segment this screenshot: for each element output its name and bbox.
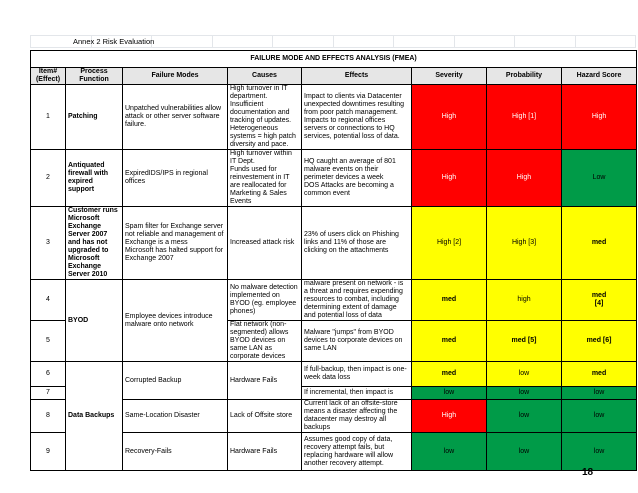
failure-mode: Spam filter for Exchange server not reliable and management of Exchange is a mess Microsoft has halted support for Exchange 2007	[123, 207, 228, 280]
effects: Malware "jumps" from BYOD devices to corporate devices on same LAN	[302, 321, 412, 362]
table-row	[31, 85, 637, 150]
item-number: 9	[31, 433, 66, 471]
severity-rating: med	[412, 280, 487, 321]
process-function: Customer runs Microsoft Exchange Server 2007 and has not upgraded to Microsoft Exchange Server 2010	[66, 207, 123, 280]
fmea-table	[30, 50, 637, 471]
table-row	[31, 362, 637, 387]
severity-rating: High	[412, 150, 487, 207]
process-function-byod: BYOD	[66, 280, 123, 362]
hazard-score: Low	[562, 150, 637, 207]
item-number: 6	[31, 362, 66, 387]
causes: No malware detection implemented on BYOD (eg. employee phones)	[228, 280, 302, 321]
process-function: Patching	[66, 85, 123, 150]
hazard-score: med [6]	[562, 321, 637, 362]
probability-rating: High [1]	[487, 85, 562, 150]
effects: If incremental, then impact is	[302, 387, 412, 400]
page-number: 18	[582, 467, 594, 478]
probability-rating: low	[487, 433, 562, 471]
title-row	[31, 51, 637, 68]
causes: Increased attack risk	[228, 207, 302, 280]
process-function-data-backups: Data Backups	[66, 362, 123, 471]
severity-rating: med	[412, 362, 487, 387]
header-process: Process Function	[66, 68, 123, 85]
failure-mode: Recovery-Fails	[123, 433, 228, 471]
causes: High turnover within IT Dept. Funds used for reinvestement in IT are reallocated for Marketing & Sales Events	[228, 150, 302, 207]
probability-rating: High [3]	[487, 207, 562, 280]
header-severity: Severity	[412, 68, 487, 85]
process-function: Antiquated firewall with expired support	[66, 150, 123, 207]
hazard-score: low	[562, 433, 637, 471]
probability-rating: High	[487, 150, 562, 207]
hazard-score: med [4]	[562, 280, 637, 321]
failure-mode-corrupted-backup: Corrupted Backup	[123, 362, 228, 400]
causes: Lack of Offsite store	[228, 400, 302, 433]
item-number: 8	[31, 400, 66, 433]
table-row	[31, 280, 637, 321]
failure-mode-byod: Employee devices introduce malware onto network	[123, 280, 228, 362]
probability-rating: low	[487, 387, 562, 400]
hazard-score: med	[562, 207, 637, 280]
item-number: 3	[31, 207, 66, 280]
table-row	[31, 150, 637, 207]
causes-hardware-fails: Hardware Fails	[228, 362, 302, 400]
hazard-score: low	[562, 387, 637, 400]
causes: Flat network (non-segmented) allows BYOD devices on same LAN as corporate devices	[228, 321, 302, 362]
hazard-score: med	[562, 362, 637, 387]
severity-rating: low	[412, 433, 487, 471]
probability-rating: low	[487, 400, 562, 433]
effects: malware present on network - is a threat and requires expending resources to combat, including determining extent of damage and potential loss of data	[302, 280, 412, 321]
effects: Assumes good copy of data, recovery attempt fails, but replacing hardware will allow another recovery attempt.	[302, 433, 412, 471]
annex-label: Annex 2 Risk Evaluation	[73, 37, 155, 46]
failure-mode: Unpatched vulnerabilities allow attack or other server software failure.	[123, 85, 228, 150]
severity-rating: med	[412, 321, 487, 362]
hazard-score: low	[562, 400, 637, 433]
header-failure: Failure Modes	[123, 68, 228, 85]
header-effects: Effects	[302, 68, 412, 85]
severity-rating: High [2]	[412, 207, 487, 280]
item-number: 5	[31, 321, 66, 362]
item-number: 7	[31, 387, 66, 400]
probability-rating: low	[487, 362, 562, 387]
item-number: 2	[31, 150, 66, 207]
header-causes: Causes	[228, 68, 302, 85]
header-item: Item# (Effect)	[31, 68, 66, 85]
effects: 23% of users click on Phishing links and 11% of those are clicking on the attachments	[302, 207, 412, 280]
header-probability: Probability	[487, 68, 562, 85]
probability-rating: high	[487, 280, 562, 321]
failure-mode: Same-Location Disaster	[123, 400, 228, 433]
effects: Impact to clients via Datacenter unexpected downtimes resulting from poor patch management. Impacts to regional offices servers or connections to HQ services, potential loss of data.	[302, 85, 412, 150]
causes: High turnover in IT department. Insufficient documentation and tracking of updates. Heterogeneous systems = high patch diversity and pace.	[228, 85, 302, 150]
probability-rating: med [5]	[487, 321, 562, 362]
failure-mode: ExpiredIDS/IPS in regional offices	[123, 150, 228, 207]
item-number: 4	[31, 280, 66, 321]
item-number: 1	[31, 85, 66, 150]
header-row	[31, 68, 637, 85]
header-hazard: Hazard Score	[562, 68, 637, 85]
severity-rating: High	[412, 85, 487, 150]
severity-rating: High	[412, 400, 487, 433]
table-title: FAILURE MODE AND EFFECTS ANALYSIS (FMEA)	[31, 51, 637, 68]
effects: If full-backup, then impact is one-week data loss	[302, 362, 412, 387]
severity-rating: low	[412, 387, 487, 400]
hazard-score: High	[562, 85, 637, 150]
effects: Current lack of an offsite-store means a disaster affecting the datacenter may destroy all backups	[302, 400, 412, 433]
table-row	[31, 207, 637, 280]
effects: HQ caught an average of 801 malware events on their perimeter devices a week DOS Attacks are becoming a common event	[302, 150, 412, 207]
causes: Hardware Fails	[228, 433, 302, 471]
